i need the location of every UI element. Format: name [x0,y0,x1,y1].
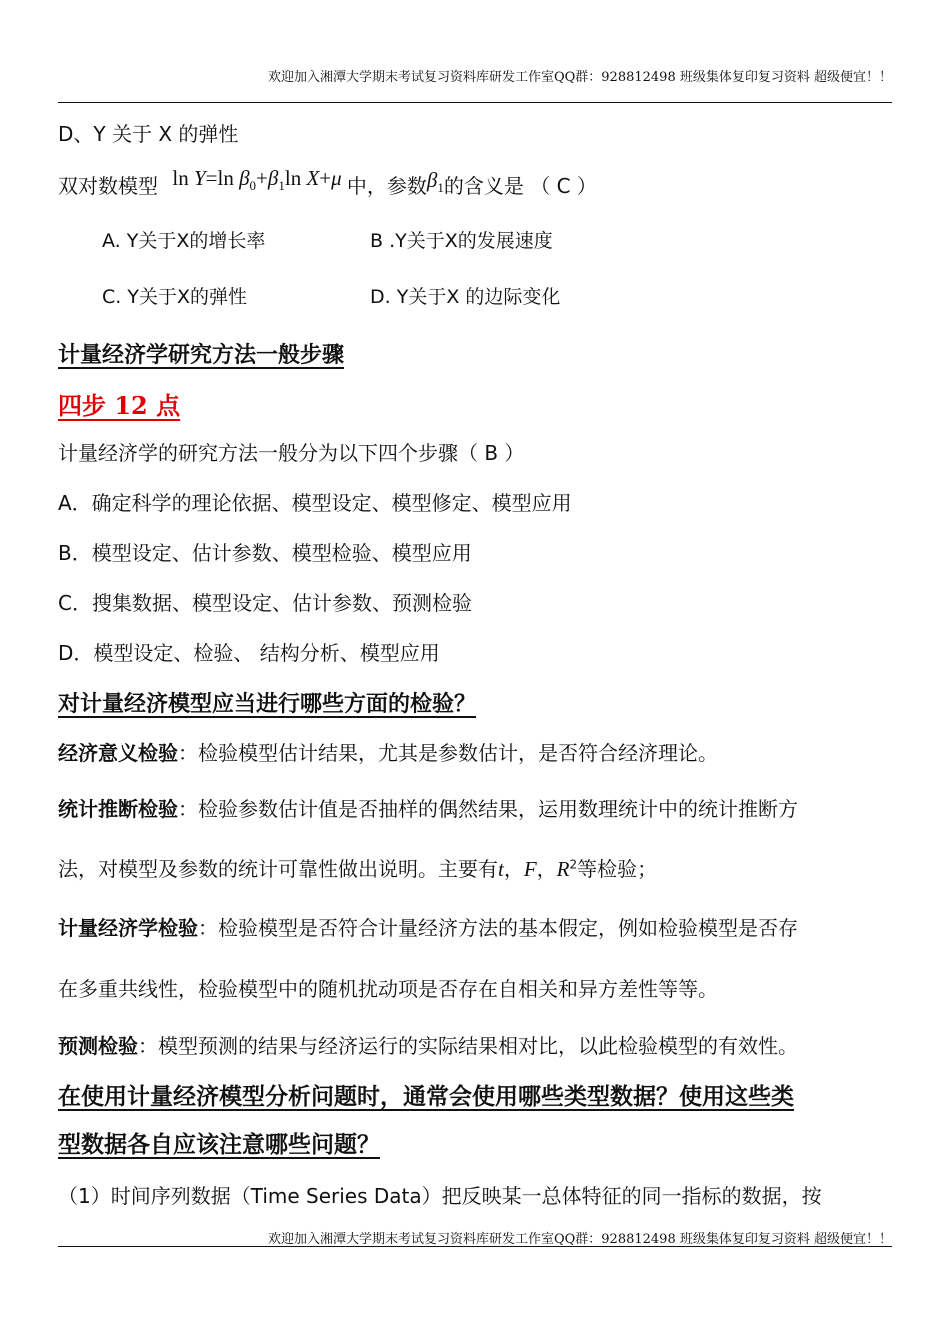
steps-heading: 计量经济学研究方法一般步骤 [58,343,345,368]
question-prefix: 双对数模型 [58,174,158,198]
econo-test-text1: ：检验模型是否符合计量经济方法的基本假定，例如检验模型是否存 [198,916,798,940]
steps-question: 计量经济学的研究方法一般分为以下四个步骤（ B ） [58,441,525,465]
stat-test-line1 [58,793,798,822]
double-log-question [58,166,597,202]
data-heading-line2: 型数据各自应该注意哪些问题？ [58,1132,380,1158]
question-suffix: 的含义是 （ C ） [443,174,597,198]
double-log-option-a: A. Y关于X的增长率 [102,230,266,252]
stat-test-label: 统计推断检验 [58,797,178,821]
header-rule [58,102,892,103]
pred-test [58,1030,798,1059]
page-header: 欢迎加入湘潭大学期末考试复习资料库研发工作室QQ群：928812498 班级集体复印复习资料 超级便宜！！ [267,70,892,85]
prev-option-d: D、Y 关于 X 的弹性 [58,122,239,146]
steps-option-a: A．确定科学的理论依据、模型设定、模型修定、模型应用 [58,491,572,515]
question-middle: 中，参数 [346,174,427,198]
data-item-1: （1）时间序列数据（Time Series Data）把反映某一总体特征的同一指标的数据，按 [58,1184,822,1208]
steps-option-d: D．模型设定、检验、 结构分析、模型应用 [58,641,440,665]
econ-test-text: ：检验模型估计结果，尤其是参数估计，是否符合经济理论。 [178,741,718,765]
param-beta1: $\beta_1$ [426,168,444,196]
econo-test-line2: 在多重共线性，检验模型中的随机扰动项是否存在自相关和异方差性等等。 [58,977,718,1001]
double-log-option-d: D. Y关于X 的边际变化 [370,286,561,308]
double-log-option-c: C. Y关于X的弹性 [102,286,247,308]
model-formula: ln Y=ln $\beta_0+\beta_1\ln$ X+μ [172,166,342,194]
pred-test-label: 预测检验 [58,1034,138,1058]
econo-test-line1 [58,912,798,941]
econo-test-label: 计量经济学检验 [58,916,198,940]
data-heading-line1: 在使用计量经济模型分析问题时，通常会使用哪些类型数据？使用这些类 [58,1084,794,1110]
pred-test-text: ：模型预测的结果与经济运行的实际结果相对比，以此检验模型的有效性。 [138,1034,798,1058]
double-log-option-b: B .Y关于X的发展速度 [370,230,553,252]
page-footer: 欢迎加入湘潭大学期末考试复习资料库研发工作室QQ群：928812498 班级集体复印复习资料 超级便宜！！ [267,1232,892,1247]
econ-test-label: 经济意义检验 [58,741,178,765]
stat-test-line2: 法，对模型及参数的统计可靠性做出说明。主要有t，F，$R^2$等检验； [58,857,658,881]
econ-test [58,737,718,766]
stat-test-text1: ：检验参数估计值是否抽样的偶然结果，运用数理统计中的统计推断方 [178,797,798,821]
steps-note: 四步 12 点 [58,391,181,420]
steps-option-c: C．搜集数据、模型设定、估计参数、预测检验 [58,591,472,615]
steps-option-b: B．模型设定、估计参数、模型检验、模型应用 [58,541,472,565]
tests-heading: 对计量经济模型应当进行哪些方面的检验？ [58,692,477,717]
